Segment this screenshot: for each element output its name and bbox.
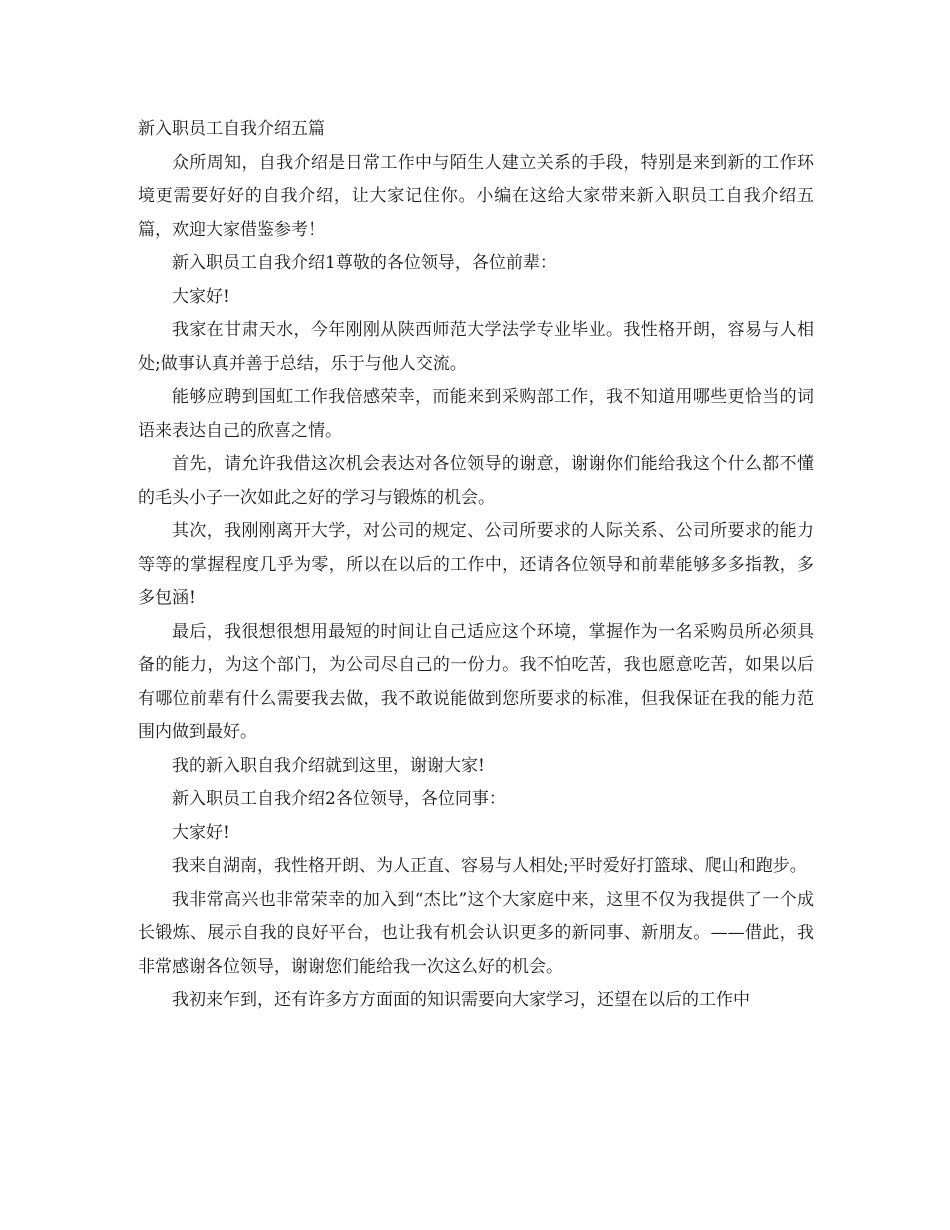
paragraph-last: 最后，我很想很想用最短的时间让自己适应这个环境，掌握作为一名采购员所必须具备的能力，为这个部门，为公司尽自己的一份力。我不怕吃苦，我也愿意吃苦，如果以后有哪位前辈有什么需要我去做，我不敢说能做到您所要求的标准，但我保证在我的能力范围内做到最好。	[138, 621, 814, 742]
paragraph-hometown-2: 我来自湖南，我性格开朗、为人正直、容易与人相处;平时爱好打篮球、爬山和跑步。	[172, 856, 807, 876]
document-title: 新入职员工自我介绍五篇	[138, 119, 325, 139]
paragraph-joining: 我非常高兴也非常荣幸的加入到“杰比”这个大家庭中来，这里不仅为我提供了一个成长锻炼、展示自我的良好平台，也让我有机会认识更多的新同事、新朋友。——借此，我非常感谢各位领导，谢谢您们能给我一次这么好的机会。	[138, 889, 814, 977]
paragraph-intro: 众所周知，自我介绍是日常工作中与陌生人建立关系的手段，特别是来到新的工作环境更需要好好的自我介绍，让大家记住你。小编在这给大家带来新入职员工自我介绍五篇，欢迎大家借鉴参考！	[138, 152, 814, 240]
document-body	[138, 113, 814, 1018]
paragraph-honor: 能够应聘到国虹工作我倍感荣幸，而能来到采购部工作，我不知道用哪些更恰当的词语来表达自己的欣喜之情。	[138, 387, 814, 441]
paragraph-hometown-1: 我家在甘肃天水，今年刚刚从陕西师范大学法学专业毕业。我性格开朗，容易与人相处;做事认真并善于总结，乐于与他人交流。	[138, 320, 814, 374]
paragraph-greeting-2: 大家好!	[172, 822, 230, 843]
paragraph-heading-2: 新入职员工自我介绍2各位领导，各位同事：	[172, 789, 506, 809]
paragraph-first: 首先，请允许我借这次机会表达对各位领导的谢意，谢谢你们能给我这个什么都不懂的毛头小子一次如此之好的学习与锻炼的机会。	[138, 454, 814, 508]
paragraph-heading-1: 新入职员工自我介绍1尊敬的各位领导，各位前辈：	[172, 253, 557, 273]
paragraph-greeting-1: 大家好!	[172, 286, 230, 307]
paragraph-closing-1: 我的新入职自我介绍就到这里，谢谢大家!	[172, 755, 485, 776]
paragraph-second: 其次，我刚刚离开大学，对公司的规定、公司所要求的人际关系、公司所要求的能力等等的掌握程度几乎为零，所以在以后的工作中，还请各位领导和前辈能够多多指教，多多包涵!	[138, 521, 814, 608]
paragraph-newcomer: 我初来乍到，还有许多方方面面的知识需要向大家学习，还望在以后的工作中	[172, 990, 750, 1010]
